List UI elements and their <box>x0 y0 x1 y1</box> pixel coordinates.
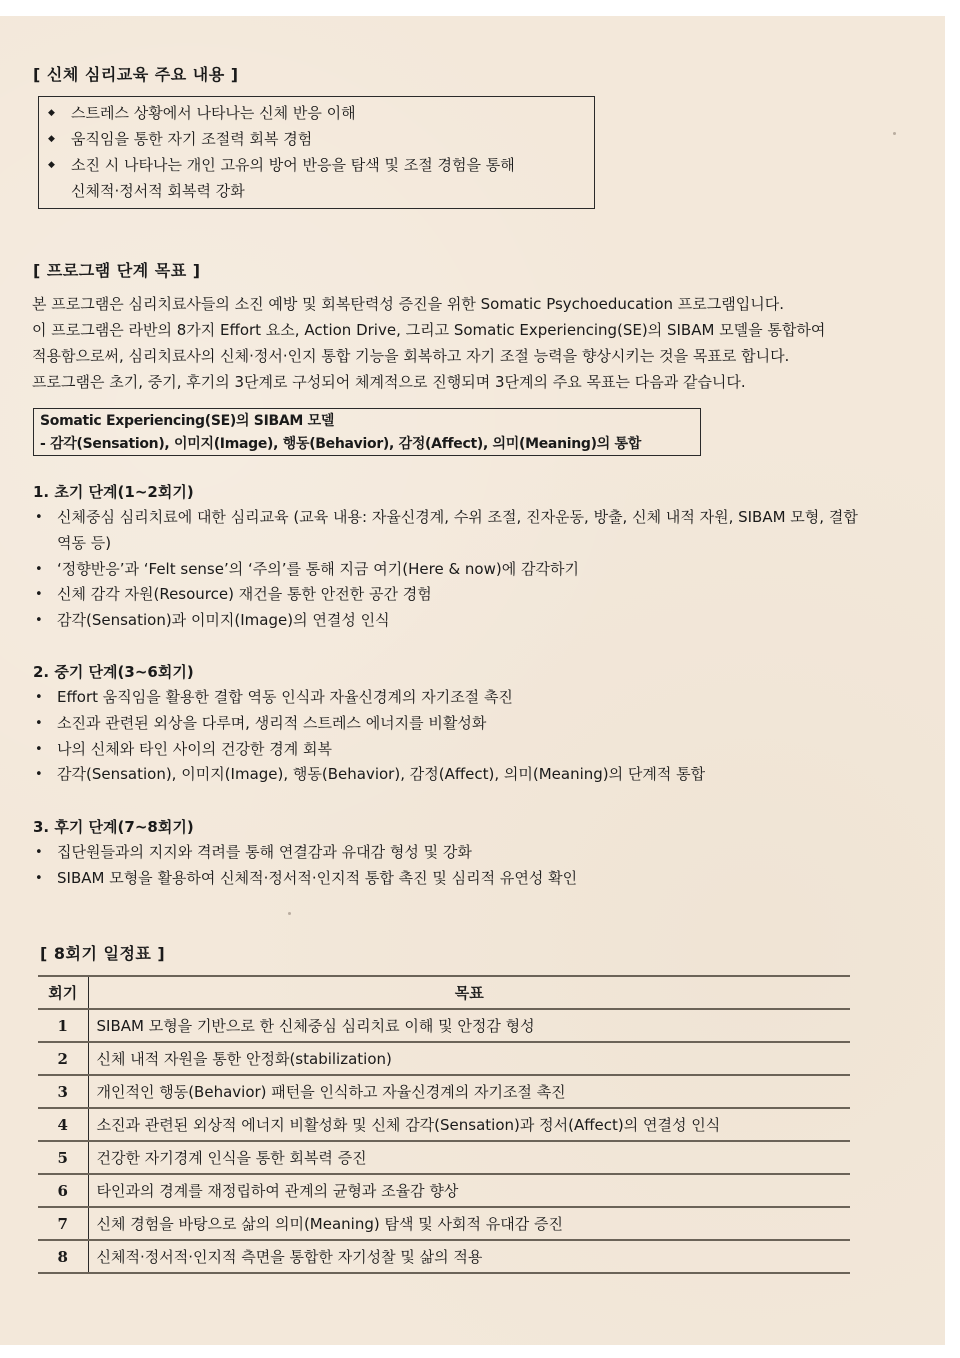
content-item <box>39 100 594 126</box>
dot-bullet-icon: • <box>35 767 43 783</box>
schedule-title: [ 8회기 일정표 ] <box>40 944 166 963</box>
session-number: 4 <box>38 1108 88 1141</box>
schedule-table <box>38 975 850 1274</box>
stage-item-text: SIBAM 모형을 활용하여 신체적·정서적·인지적 통합 촉진 및 심리적 유연성 확인 <box>57 868 578 887</box>
session-number: 5 <box>38 1141 88 1174</box>
description-line: 프로그램은 초기, 중기, 후기의 3단계로 구성되어 체계적으로 진행되며 3단계의 주요 목표는 다음과 같습니다. <box>32 373 746 391</box>
sibam-model-box <box>33 408 701 456</box>
header-session: 회기 <box>38 976 88 1009</box>
content-section-title: [ 신체 심리교육 주요 내용 ] <box>33 65 239 84</box>
stage-item-continuation: 역동 등) <box>57 533 112 552</box>
dot-bullet-icon: • <box>35 561 43 577</box>
session-number: 6 <box>38 1174 88 1207</box>
stage-item-text: 소진과 관련된 외상을 다루며, 생리적 스트레스 에너지를 비활성화 <box>57 713 487 732</box>
description-line: 이 프로그램은 라반의 8가지 Effort 요소, Action Drive, 그리고 Somatic Experiencing(SE)의 SIBAM 모델을 통합하여 <box>32 321 826 339</box>
sibam-box-description: - 감각(Sensation), 이미지(Image), 행동(Behavior), 감정(Affect), 의미(Meaning)의 통합 <box>40 436 641 452</box>
stage-item-text: 나의 신체와 타인 사이의 건강한 경계 회복 <box>57 739 332 758</box>
session-goal: 신체적·정서적·인지적 측면을 통합한 자기성찰 및 삶의 적용 <box>88 1240 850 1273</box>
stage-item-text: 감각(Sensation), 이미지(Image), 행동(Behavior), 감정(Affect), 의미(Meaning)의 단계적 통합 <box>57 765 706 784</box>
session-goal: 신체 내적 자원을 통한 안정화(stabilization) <box>88 1042 850 1075</box>
table-row <box>38 1240 850 1273</box>
table-row <box>38 1042 850 1075</box>
stage-item <box>33 582 948 608</box>
table-row <box>38 1075 850 1108</box>
content-item-text: 움직임을 통한 자기 조절력 회복 경험 <box>71 130 313 148</box>
paper-speck <box>893 132 896 135</box>
dot-bullet-icon: • <box>35 845 43 860</box>
stage-item <box>33 711 933 737</box>
stage-item-text: ‘정향반응’과 ‘Felt sense’의 ‘주의’를 통해 지금 여기(Here & now)에 감각하기 <box>57 559 579 578</box>
diamond-bullet-icon: ◆ <box>48 108 55 118</box>
content-summary-box <box>38 96 595 209</box>
stage-title: 2. 중기 단계(3~6회기) <box>33 663 194 681</box>
stage-item <box>33 608 948 634</box>
description-line: 본 프로그램은 심리치료사들의 소진 예방 및 회복탄력성 증진을 위한 Somatic Psychoeducation 프로그램입니다. <box>32 295 785 313</box>
content-item-continuation: 신체적·정서적 회복력 강화 <box>71 182 245 200</box>
session-number: 1 <box>38 1009 88 1042</box>
stage-item-text: Effort 움직임을 활용한 결합 역동 인식과 자율신경계의 자기조절 촉진 <box>57 688 513 706</box>
content-item-text: 스트레스 상황에서 나타나는 신체 반응 이해 <box>71 104 356 122</box>
session-goal: 건강한 자기경계 인식을 통한 회복력 증진 <box>88 1141 850 1174</box>
table-row <box>38 1108 850 1141</box>
stage-title: 1. 초기 단계(1~2회기) <box>33 483 194 501</box>
description-line: 적용함으로써, 심리치료사의 신체·정서·인지 통합 기능을 회복하고 자기 조절 능력을 향상시키는 것을 목표로 합니다. <box>32 347 790 365</box>
content-item <box>39 152 594 178</box>
dot-bullet-icon: • <box>35 587 43 603</box>
stage-item-text: 신체중심 심리치료에 대한 심리교육 (교육 내용: 자율신경계, 수위 조절, 진자운동, 방출, 신체 내적 자원, SIBAM 모형, 결합 <box>57 508 858 526</box>
session-number: 8 <box>38 1240 88 1273</box>
stage-item-text: 신체 감각 자원(Resource) 재건을 통한 안전한 공간 경험 <box>57 585 432 604</box>
table-row <box>38 1141 850 1174</box>
dot-bullet-icon: • <box>35 510 43 525</box>
dot-bullet-icon: • <box>35 715 43 731</box>
stage-item-text: 집단원들과의 지지와 격려를 통해 연결감과 유대감 형성 및 강화 <box>57 843 472 861</box>
sibam-box-title: Somatic Experiencing(SE)의 SIBAM 모델 <box>40 413 335 429</box>
table-row <box>38 1174 850 1207</box>
session-goal: 소진과 관련된 외상적 에너지 비활성화 및 신체 감각(Sensation)과 정서(Affect)의 연결성 인식 <box>88 1108 850 1141</box>
stage-item <box>33 840 933 866</box>
stage-item <box>33 737 933 763</box>
session-number: 7 <box>38 1207 88 1240</box>
session-goal: SIBAM 모형을 기반으로 한 신체중심 심리치료 이해 및 안정감 형성 <box>88 1009 850 1042</box>
stage-item <box>33 866 933 892</box>
session-number: 3 <box>38 1075 88 1108</box>
dot-bullet-icon: • <box>35 690 43 705</box>
dot-bullet-icon: • <box>35 613 43 629</box>
goals-section-title: [ 프로그램 단계 목표 ] <box>33 261 201 280</box>
stage-item-text: 감각(Sensation)과 이미지(Image)의 연결성 인식 <box>57 611 390 630</box>
session-goal: 신체 경험을 바탕으로 삶의 의미(Meaning) 탐색 및 사회적 유대감 증진 <box>88 1207 850 1240</box>
header-goal: 목표 <box>88 976 850 1009</box>
session-goal: 타인과의 경계를 재정립하여 관계의 균형과 조율감 향상 <box>88 1174 850 1207</box>
session-number: 2 <box>38 1042 88 1075</box>
stage-middle <box>33 659 933 788</box>
stage-item <box>33 557 948 583</box>
schedule-header-row <box>38 976 850 1009</box>
dot-bullet-icon: • <box>35 741 43 757</box>
diamond-bullet-icon: ◆ <box>48 160 55 170</box>
paper-speck <box>288 912 291 915</box>
content-item-text: 소진 시 나타나는 개인 고유의 방어 반응을 탐색 및 조절 경험을 통해 <box>71 156 515 174</box>
table-row <box>38 1009 850 1042</box>
dot-bullet-icon: • <box>35 870 43 886</box>
stage-late <box>33 814 933 892</box>
stage-item <box>33 505 948 531</box>
content-item <box>39 126 594 152</box>
program-description <box>32 291 932 395</box>
stage-early <box>33 479 948 634</box>
diamond-bullet-icon: ◆ <box>48 134 55 144</box>
session-goal: 개인적인 행동(Behavior) 패턴을 인식하고 자율신경계의 자기조절 촉진 <box>88 1075 850 1108</box>
stage-item <box>33 762 933 788</box>
stage-title: 3. 후기 단계(7~8회기) <box>33 818 194 836</box>
table-row <box>38 1207 850 1240</box>
stage-item <box>33 685 933 711</box>
